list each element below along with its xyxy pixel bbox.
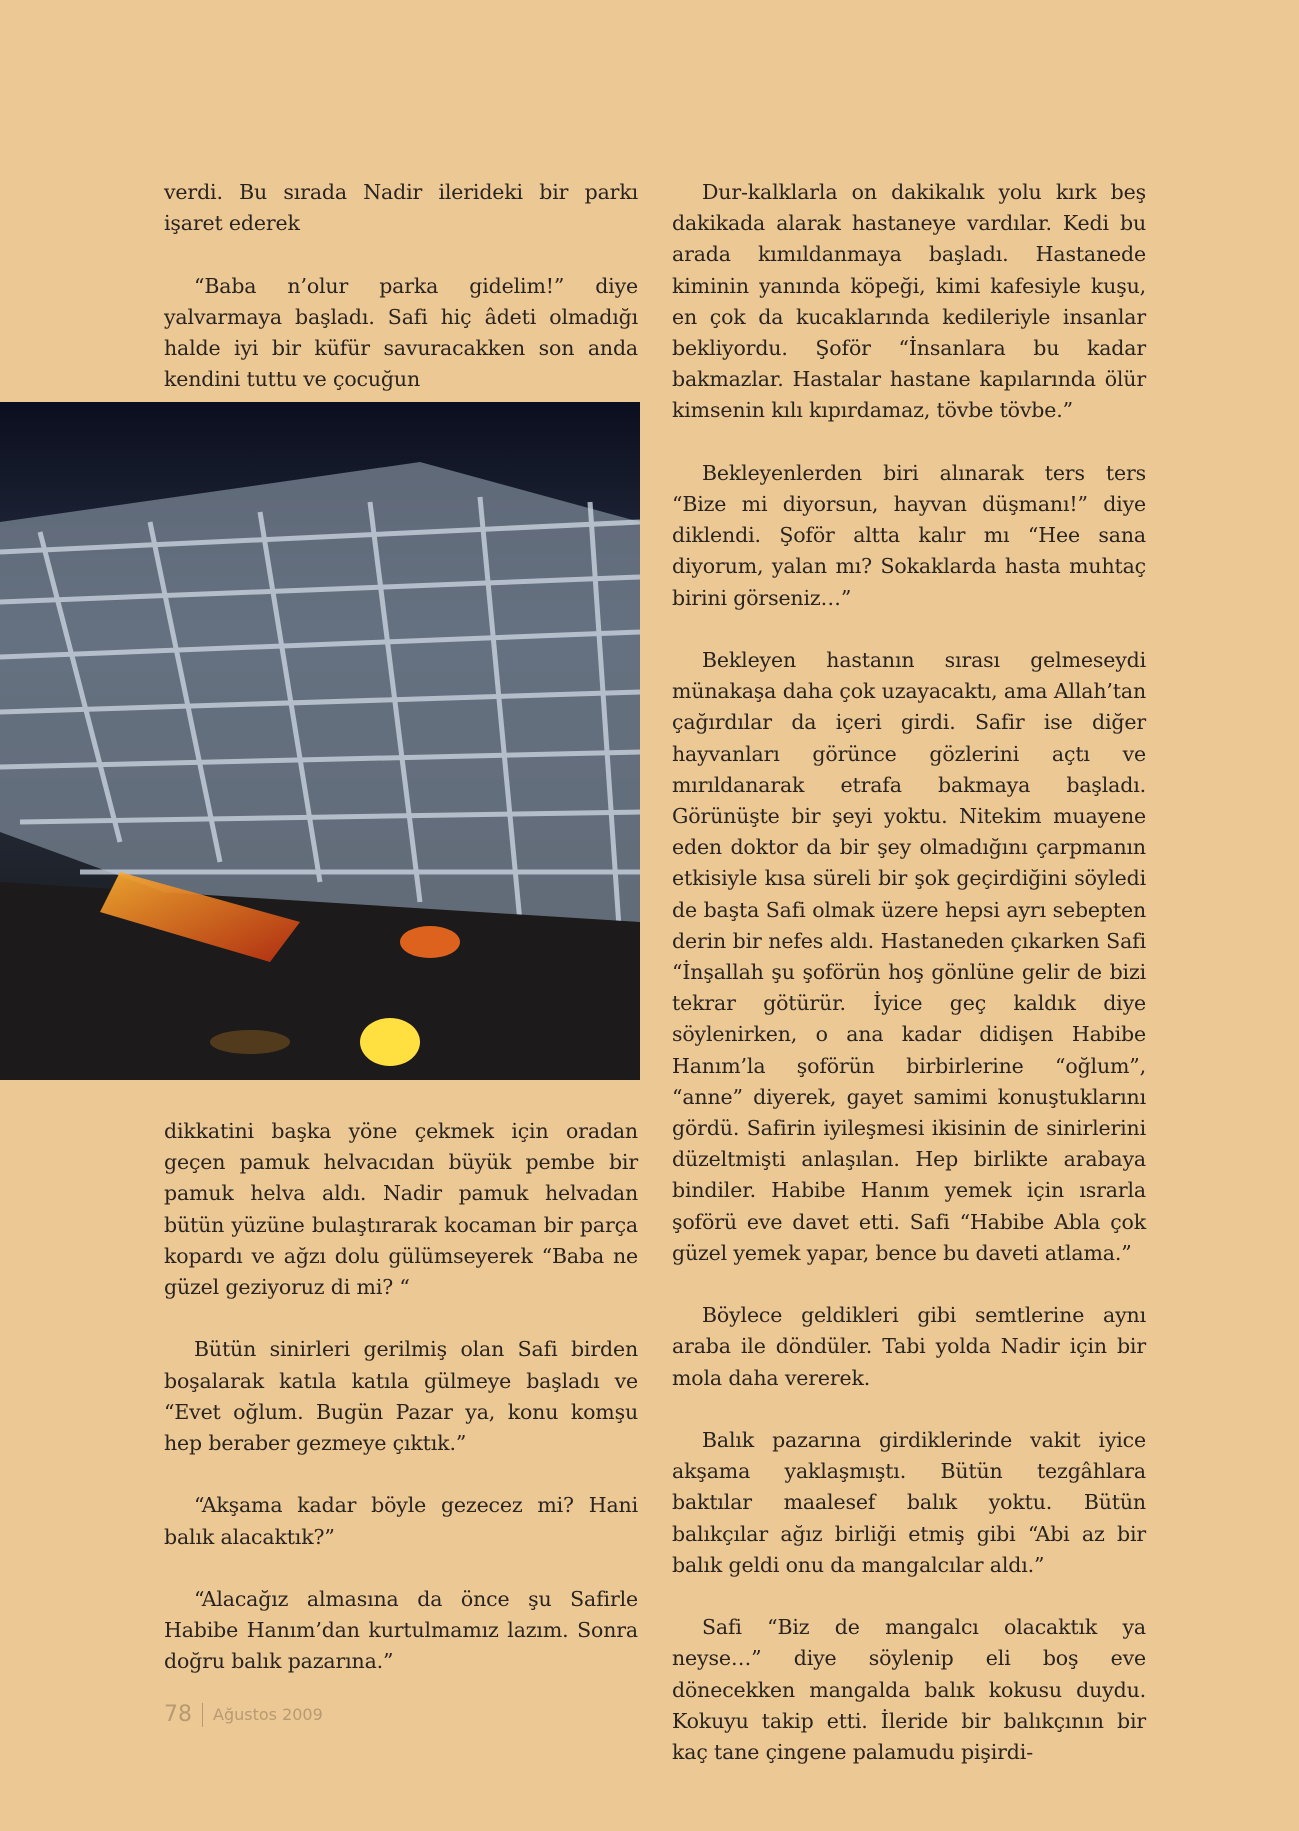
paragraph: dikkatini başka yöne çekmek için oradan geçen pamuk helvacıdan büyük pembe bir pamuk helva aldı. Nadir pamuk helvadan bütün yüzüne bulaştırarak kocaman bir parça kopardı ve ağzı dolu gülümseyerek “Baba ne güzel geziyoruz di mi? “ [164, 1119, 638, 1300]
paragraph: verdi. Bu sırada Nadir ilerideki bir parkı işaret ederek [164, 180, 638, 236]
paragraph: Safi “Biz de mangalcı olacaktık ya neyse…” diye söylenip eli boş eve dönecekken mangalda balık kokusu duydu. Kokuyu takip etti. İleride bir balıkçının bir kaç tane çingene palamudu pişirdi- [672, 1615, 1146, 1765]
text-column-left-top [164, 177, 638, 427]
text-column-left-bottom [164, 1116, 638, 1709]
paragraph: Bekleyen hastanın sırası gelmeseydi münakaşa daha çok uzayacaktı, ama Allah’tan çağırdılar da içeri girdi. Safir ise diğer hayvanları görünce gözlerini açtı ve mırıldanarak etrafa bakmaya başladı. Görünüşte bir şeyi yoktu. Nitekim muayene eden doktor da bir şey olmadığını çarpmanın etkisiyle kısa süreli bir şok geçirdiğini söyledi de başta Safi olmak üzere hepsi ayrı sebepten derin bir nefes aldı. Hastaneden çıkarken Safi “İnşallah şu şoförün hoş gönlüne gelir de bizi tekrar götürür. İyice geç kaldık diye söylenirken, o ana kadar didişen Habibe Hanım’la şoförün birbirlerine “oğlum”, “anne” diyerek, gayet samimi konuştuklarını gördü. Safirin iyileşmesi ikisinin de sinirlerini düzeltmişti anlaşılan. Hep birlikte arabaya bindiler. Habibe Hanım yemek için ısrarla şoförü eve davet etti. Safi “Habibe Abla çok güzel yemek yapar, bence bu daveti atlama.” [672, 648, 1146, 1265]
page-number: 78 [164, 1702, 192, 1727]
grill-photo [0, 402, 640, 1080]
paragraph: Böylece geldikleri gibi semtlerine aynı araba ile döndüler. Tabi yolda Nadir için bir mola daha vererek. [672, 1303, 1146, 1390]
paragraph: “Akşama kadar böyle gezecez mi? Hani balık alacaktık?” [164, 1493, 638, 1549]
issue-date: Ağustos 2009 [213, 1705, 323, 1724]
page-footer [164, 1702, 323, 1727]
paragraph: Bekleyenlerden biri alınarak ters ters “Bize mi diyorsun, hayvan düşmanı!” diye diklendi. Şoför altta kalır mı “Hee sana diyorum, yalan mı? Sokaklarda hasta muhtaç birini görseniz…” [672, 460, 1146, 610]
text-column-right [672, 177, 1146, 1799]
footer-divider [202, 1703, 203, 1727]
paragraph: Bütün sinirleri gerilmiş olan Safi birden boşalarak katıla katıla gülmeye başladı ve “Evet oğlum. Bugün Pazar ya, konu komşu hep beraber gezmeye çıktık.” [164, 1337, 638, 1456]
paragraph: “Baba n’olur parka gidelim!” diye yalvarmaya başladı. Safi hiç âdeti olmadığı halde iyi bir küfür savuracakken son anda kendini tuttu ve çocuğun [164, 273, 638, 392]
grill-illustration [0, 402, 640, 1080]
paragraph: Dur-kalklarla on dakikalık yolu kırk beş dakikada alarak hastaneye vardılar. Kedi bu arada kımıldanmaya başladı. Hastanede kiminin yanında köpeği, kimi kafesiyle kuşu, en çok da kucaklarında kedileriyle insanlar bekliyordu. Şoför “İnsanlara bu kadar bakmazlar. Hastalar hastane kapılarında ölür kimsenin kılı kıpırdamaz, tövbe tövbe.” [672, 180, 1146, 423]
paragraph: Balık pazarına girdiklerinde vakit iyice akşama yaklaşmıştı. Bütün tezgâhlara baktılar maalesef balık yoktu. Bütün balıkçılar ağız birliği etmiş gibi “Abi az bir balık geldi onu da mangalcılar aldı.” [672, 1428, 1146, 1577]
paragraph: “Alacağız almasına da önce şu Safirle Habibe Hanım’dan kurtulmamız lazım. Sonra doğru balık pazarına.” [164, 1587, 638, 1674]
